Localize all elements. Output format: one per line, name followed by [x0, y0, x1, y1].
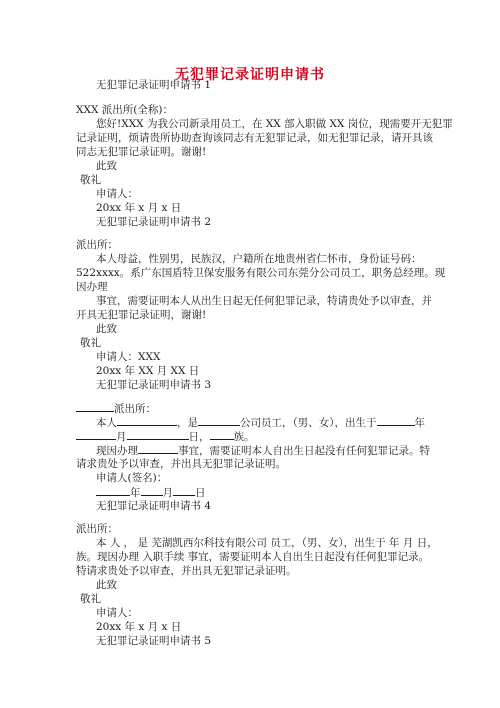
text-line: [96, 485, 206, 500]
text-line: 20xx 年 x 月 x 日: [96, 621, 182, 633]
text-line: 敬礼: [80, 593, 101, 605]
text-fragment: 派出所：: [114, 403, 156, 415]
text-line: 派出所：: [76, 523, 118, 535]
blank-underline: [173, 485, 195, 496]
text-line: 本 人 ， 是 芜湖凯西尔科技有限公司 员工，（男、女），出生于 年 月 日，: [96, 537, 438, 549]
text-line: XXX 派出所(全称)：: [76, 104, 173, 116]
text-line: [96, 415, 425, 430]
text-line: 本人母益，性别男，民族汉，户籍所在地贵州省仁怀市，身份证号码：: [96, 253, 422, 265]
blank-underline: [127, 429, 189, 440]
text-line: 族。现因办理 入职手续 事宜，需要证明本人自出生日起没有任何犯罪记录。: [76, 551, 430, 563]
text-line: [76, 429, 255, 444]
text-fragment: 月: [116, 431, 127, 443]
text-line: [76, 401, 156, 416]
text-line: 申请人：XXX: [96, 351, 161, 363]
text-line: 特请求贵处予以审查，并出具无犯罪记录证明。: [76, 565, 297, 577]
text-fragment: 日，: [188, 431, 210, 443]
text-line: 20xx 年 XX 月 XX 日: [96, 365, 200, 377]
text-line: 因办理: [76, 281, 108, 293]
document-title: 无犯罪记录证明申请书: [175, 67, 325, 83]
text-fragment: ，是: [177, 417, 198, 429]
text-line: 开具无犯罪记录证明，谢谢!: [76, 309, 207, 321]
blank-underline: [198, 415, 240, 426]
text-fragment: 本人: [96, 417, 117, 429]
text-fragment: 现因办理: [96, 445, 138, 457]
text-line: 您好!XXX 为我公司新录用员工，在 XX 部入职做 XX 岗位，现需要开无犯罪: [96, 118, 453, 130]
text-line: 申请人：: [96, 188, 138, 200]
text-line: 无犯罪记录证明申请书 2: [96, 216, 212, 228]
text-line: 522xxxx。系广东国盾特卫保安服务有限公司东莞分公司员工，职务总经理。现: [76, 267, 446, 279]
text-fragment: 事宜，需要证明本人自出生日起没有任何犯罪记录。特: [178, 445, 430, 457]
text-line: 此致: [96, 160, 117, 172]
text-line: 无犯罪记录证明申请书 4: [96, 500, 212, 512]
text-line: 敬礼: [80, 337, 101, 349]
text-fragment: 族。: [233, 431, 255, 443]
text-line: 无犯罪记录证明申请书 1: [96, 79, 212, 91]
text-line: 20xx 年 x 月 x 日: [96, 202, 182, 214]
text-line: 无犯罪记录证明申请书 5: [96, 635, 212, 647]
text-line: 派出所：: [76, 239, 118, 251]
blank-underline: [96, 485, 130, 496]
text-line: 同志无犯罪记录证明。谢谢!: [76, 146, 207, 158]
text-line: 申请人：: [96, 607, 138, 619]
text-fragment: 公司员工，（男、女），出生于: [240, 417, 377, 429]
text-fragment: 申请人(签名)：: [96, 472, 168, 484]
text-line: 无犯罪记录证明申请书 3: [96, 379, 212, 391]
text-fragment: 年: [130, 487, 141, 499]
blank-underline: [138, 443, 178, 454]
blank-underline: [76, 401, 114, 412]
blank-underline: [210, 429, 234, 440]
text-line: [96, 471, 167, 485]
text-fragment: 年: [414, 417, 425, 429]
text-line: 记录证明，烦请贵所协助查询该同志有无犯罪记录，如无犯罪记录，请开具该: [76, 132, 433, 144]
text-line: 事宜，需要证明本人从出生日起无任何犯罪记录，特请贵处予以审查，并: [96, 295, 432, 307]
text-line: 此致: [96, 323, 117, 335]
text-line: 请求贵处予以审查，并出具无犯罪记录证明。: [76, 458, 286, 470]
blank-underline: [117, 415, 177, 426]
text-fragment: 月: [162, 487, 173, 499]
blank-underline: [377, 415, 415, 426]
text-line: 此致: [96, 579, 117, 591]
text-line: [96, 443, 430, 458]
blank-underline: [76, 429, 116, 440]
blank-underline: [141, 485, 163, 496]
text-fragment: 日: [195, 487, 206, 499]
text-line: 敬礼: [80, 174, 101, 186]
